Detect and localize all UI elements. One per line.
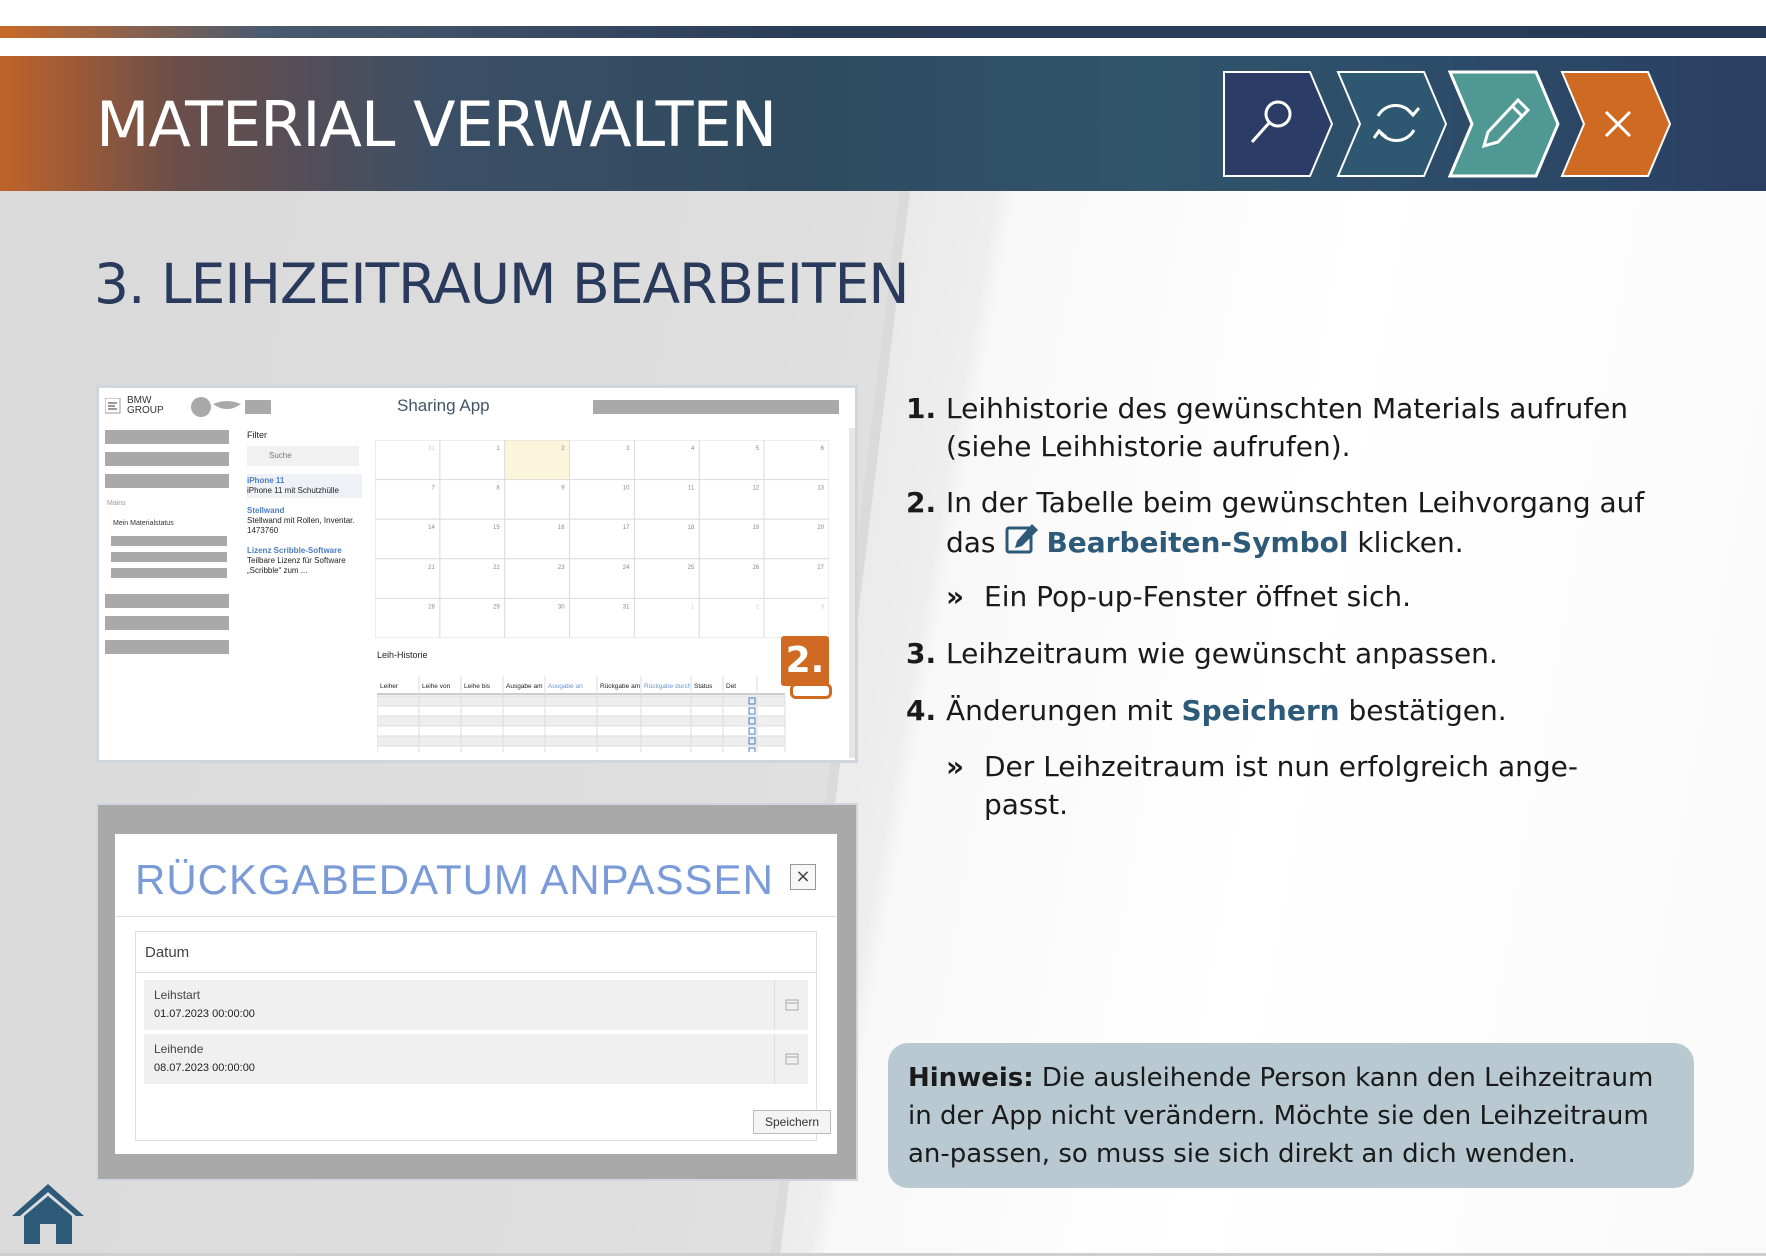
scrollbar[interactable]: [849, 428, 855, 758]
step-text: Leihzeitraum wie gewünscht anpassen.: [946, 637, 1498, 670]
table-header: Leiher: [380, 683, 399, 690]
calendar-day-label: 29: [493, 604, 500, 611]
list-item[interactable]: [247, 474, 362, 498]
calendar-day[interactable]: [699, 440, 764, 480]
step-text: [946, 692, 1686, 730]
calendar-day[interactable]: [440, 440, 505, 480]
calendar-day-label: 12: [752, 485, 760, 492]
table-row[interactable]: [377, 736, 785, 746]
calendar-icon: [775, 1034, 809, 1084]
calendar-day-label: 23: [557, 564, 565, 571]
calendar-day-label: 2: [755, 604, 760, 611]
table-row[interactable]: [377, 746, 785, 752]
table-header: Leihe von: [422, 683, 451, 690]
history-title: Leih-Historie: [377, 650, 428, 660]
item-desc: iPhone 11 mit Schutzhülle: [247, 486, 339, 495]
calendar-day-label: 6: [820, 446, 824, 452]
calendar-icon: [775, 980, 809, 1030]
calendar[interactable]: [375, 440, 829, 638]
calendar-day-label: 11: [688, 485, 695, 492]
step-text-pre: Änderungen mit: [946, 694, 1173, 727]
calendar-day-label: 26: [752, 564, 760, 571]
nav-refresh-button[interactable]: [1336, 70, 1448, 178]
calendar-day-label: 16: [557, 525, 565, 532]
sidebar-subitem[interactable]: [111, 536, 227, 546]
calendar-day-label: 1: [496, 446, 500, 452]
step-number: 2.: [906, 486, 937, 519]
calendar-picker[interactable]: [774, 980, 808, 1030]
leihstart-label: Leihstart: [154, 988, 201, 1002]
calendar-day-label: 7: [431, 485, 435, 492]
page-title: MATERIAL VERWALTEN: [96, 88, 777, 161]
calendar-day-label: 15: [493, 525, 500, 532]
calendar-day-label: 3: [626, 446, 630, 452]
calendar-day-label: 4: [690, 446, 695, 452]
calendar-day[interactable]: [570, 440, 635, 480]
app-search-bar[interactable]: [593, 400, 839, 414]
step-text-post: klicken.: [1357, 526, 1464, 559]
hint-body: Die ausleihende Person kann den Leihzeitraum in der App nicht verändern. Möchte sie den Leihzeitraum an-passen, so muss sie sich direkt an dich wenden.: [908, 1063, 1654, 1169]
calendar-day[interactable]: [634, 598, 699, 638]
calendar-day-label: 10: [622, 485, 630, 492]
table-header: Rückgabe durch: [644, 683, 692, 690]
modal-close-button[interactable]: ×: [790, 864, 816, 890]
table-header: Ausgabe am: [506, 683, 543, 690]
calendar-day-label: 20: [817, 525, 824, 532]
save-button[interactable]: Speichern: [753, 1110, 831, 1134]
section-title: 3. LEIHZEITRAUM BEARBEITEN: [94, 252, 909, 316]
table-row[interactable]: [377, 696, 785, 706]
calendar-day[interactable]: [699, 598, 764, 638]
calendar-day-label: 8: [496, 485, 500, 492]
calendar-day-label: 1: [690, 604, 695, 611]
step-text-pre: In der Tabelle beim gewünschten Leihvorgang auf das: [946, 486, 1645, 559]
table-header: Det: [726, 683, 737, 690]
sidebar-item[interactable]: [105, 616, 229, 630]
table-row[interactable]: [377, 716, 785, 726]
item-desc: Teilbare Lizenz für Software „Scribble“ zum ...: [247, 556, 346, 575]
modal-screenshot: [96, 803, 858, 1181]
hint-box: [888, 1043, 1694, 1188]
calendar-day-label: 31: [428, 446, 435, 452]
home-button[interactable]: [10, 1180, 86, 1246]
divider: [136, 972, 816, 973]
calendar-day-label: 18: [687, 525, 695, 532]
edit-highlight: [790, 683, 832, 699]
nav-edit-button[interactable]: [1448, 70, 1560, 178]
calendar-day-label: 14: [428, 525, 435, 532]
datum-label: Datum: [145, 944, 190, 961]
table-header: Ausgabe an: [548, 683, 583, 690]
result-marker: »: [946, 580, 965, 613]
calendar-day[interactable]: [375, 480, 440, 520]
bmw-logo: BMW GROUP: [127, 395, 164, 416]
calendar-day[interactable]: [634, 440, 699, 480]
sidebar-item[interactable]: [105, 640, 229, 654]
calendar-day-label: 21: [428, 564, 435, 571]
step-number: 4.: [906, 694, 937, 727]
sidebar-item[interactable]: [105, 430, 229, 444]
calendar-day-label: 5: [755, 446, 760, 452]
nav-close-button[interactable]: [1560, 70, 1672, 178]
leihende-field[interactable]: [144, 1034, 808, 1084]
leihende-label: Leihende: [154, 1042, 204, 1056]
edit-symbol-label: Bearbeiten-Symbol: [1046, 526, 1349, 559]
leihstart-value[interactable]: 01.07.2023 00:00:00: [154, 1008, 255, 1020]
calendar-day-label: 13: [817, 485, 824, 492]
step-text: [946, 484, 1686, 562]
list-item[interactable]: [247, 546, 362, 576]
filter-label: Filter: [247, 430, 267, 440]
calendar-day-label: 22: [493, 564, 500, 571]
sidebar-item-mains[interactable]: Mains: [107, 500, 126, 507]
step-marker-text: 2.: [785, 640, 825, 681]
sidebar-item-status[interactable]: Mein Materialstatus: [113, 520, 174, 527]
table-header: Leihe bis: [464, 683, 491, 690]
item-desc: Stellwand mit Rollen, Inventar. 1473760: [247, 516, 355, 535]
leihstart-field[interactable]: [144, 980, 808, 1030]
calendar-day[interactable]: [505, 480, 570, 520]
list-item[interactable]: [247, 506, 362, 536]
hint-text: [908, 1059, 1678, 1173]
brand-logos: [191, 396, 271, 418]
calendar-day[interactable]: [764, 598, 829, 638]
calendar-day-label: 24: [622, 564, 630, 571]
calendar-day-label: 25: [687, 564, 695, 571]
item-title: iPhone 11: [247, 476, 285, 485]
item-title: Lizenz Scribble-Software: [247, 546, 342, 555]
calendar-day[interactable]: [440, 480, 505, 520]
history-table[interactable]: [377, 670, 831, 752]
sidebar-item[interactable]: [105, 452, 229, 466]
step-text-post: bestätigen.: [1348, 694, 1507, 727]
app-screenshot: [96, 385, 858, 763]
calendar-picker[interactable]: [774, 1034, 808, 1084]
table-header: Status: [694, 683, 713, 690]
result-marker: »: [946, 750, 965, 783]
calendar-day-label: 27: [817, 564, 824, 571]
top-stripe: [0, 26, 1766, 38]
calendar-day-label: 9: [561, 485, 565, 492]
hint-label: Hinweis:: [908, 1063, 1034, 1093]
calendar-day-label: 3: [820, 604, 824, 611]
menu-icon: [105, 398, 121, 414]
calendar-day-label: 28: [428, 604, 435, 611]
save-label: Speichern: [1181, 694, 1340, 727]
sidebar-subitem[interactable]: [111, 568, 227, 578]
sidebar-subitem[interactable]: [111, 552, 227, 562]
calendar-day-label: 17: [622, 525, 630, 532]
edit-icon: [1004, 522, 1042, 556]
app-title: Sharing App: [397, 396, 490, 415]
table-header: Rückgabe am: [600, 683, 641, 690]
calendar-day[interactable]: [505, 440, 570, 480]
divider: [115, 916, 837, 917]
home-icon: [12, 1184, 84, 1244]
calendar-day-label: 2: [561, 446, 565, 452]
calendar-day-label: 31: [622, 604, 630, 611]
step-text: Leihhistorie des gewünschten Materials aufrufen (siehe Leihhistorie aufrufen).: [946, 392, 1629, 463]
search-input[interactable]: Suche: [247, 446, 359, 466]
result-text: Der Leihzeitraum ist nun erfolgreich ange-passt.: [984, 750, 1578, 821]
step-number: 1.: [906, 392, 937, 425]
sidebar-item[interactable]: [105, 594, 229, 608]
nav-search-button[interactable]: [1222, 70, 1334, 178]
table-row[interactable]: [377, 706, 785, 716]
table-row[interactable]: [377, 726, 785, 736]
sidebar-item[interactable]: [105, 474, 229, 488]
calendar-day[interactable]: [764, 440, 829, 480]
leihende-value[interactable]: 08.07.2023 00:00:00: [154, 1062, 255, 1074]
result-text: Ein Pop-up-Fenster öffnet sich.: [984, 580, 1412, 613]
calendar-day-label: 19: [752, 525, 760, 532]
modal-dialog: [115, 834, 837, 1154]
calendar-day-label: 30: [557, 604, 565, 611]
modal-title: RÜCKGABEDATUM ANPASSEN: [135, 856, 774, 903]
date-panel: [135, 931, 820, 1141]
item-title: Stellwand: [247, 506, 285, 515]
step-number: 3.: [906, 637, 937, 670]
